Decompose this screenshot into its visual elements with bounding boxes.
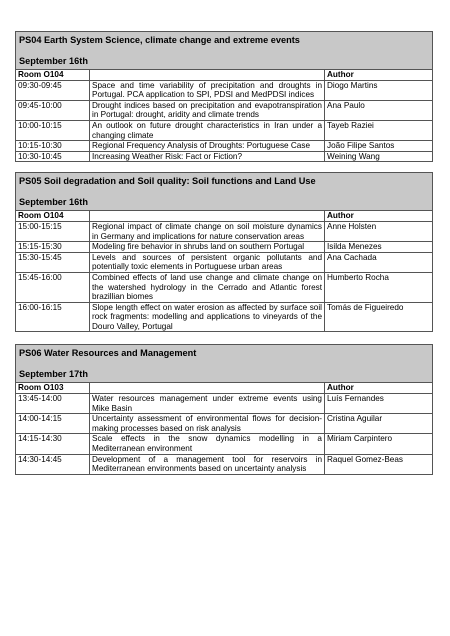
talk-time: 15:30-15:45 bbox=[16, 252, 90, 272]
table-header-row bbox=[16, 70, 433, 81]
talk-author: Isilda Menezes bbox=[325, 242, 433, 253]
talk-title: Uncertainty assessment of environmental flows for decision-making processes based on risk analysis bbox=[90, 414, 325, 434]
title-header bbox=[90, 70, 325, 81]
table-row bbox=[16, 221, 433, 241]
talk-author: Humberto Rocha bbox=[325, 272, 433, 302]
table-row bbox=[16, 454, 433, 474]
title-header bbox=[90, 211, 325, 222]
table-row bbox=[16, 100, 433, 120]
talk-author: Tomás de Figueiredo bbox=[325, 302, 433, 332]
talk-time: 14:00-14:15 bbox=[16, 414, 90, 434]
talk-author: Anne Holsten bbox=[325, 221, 433, 241]
table-row bbox=[16, 252, 433, 272]
session-table bbox=[15, 69, 433, 162]
talk-time: 09:30-09:45 bbox=[16, 80, 90, 100]
talk-time: 10:00-10:15 bbox=[16, 120, 90, 140]
talk-time: 15:45-16:00 bbox=[16, 272, 90, 302]
talk-time: 14:30-14:45 bbox=[16, 454, 90, 474]
talk-title: Slope length effect on water erosion as affected by surface soil rock fragments: modelling and applications to vineyards of the Douro Valley, Portugal bbox=[90, 302, 325, 332]
talk-time: 09:45-10:00 bbox=[16, 100, 90, 120]
session-date: September 16th bbox=[19, 197, 88, 208]
talk-author: Miriam Carpintero bbox=[325, 434, 433, 454]
talk-title: Modeling fire behavior in shrubs land on southern Portugal bbox=[90, 242, 325, 253]
session-header bbox=[15, 172, 433, 210]
talk-time: 14:15-14:30 bbox=[16, 434, 90, 454]
session-table bbox=[15, 382, 433, 474]
table-row bbox=[16, 151, 433, 162]
session-title: PS04 Earth System Science, climate change and extreme events bbox=[19, 35, 300, 45]
session-ps05 bbox=[15, 172, 433, 332]
session-table bbox=[15, 210, 433, 332]
room-header: Room O104 bbox=[16, 211, 90, 222]
table-row bbox=[16, 242, 433, 253]
talk-time: 15:00-15:15 bbox=[16, 221, 90, 241]
author-header: Author bbox=[325, 211, 433, 222]
author-header: Author bbox=[325, 70, 433, 81]
session-title: PS05 Soil degradation and Soil quality: Soil functions and Land Use bbox=[19, 176, 316, 187]
talk-title: Development of a management tool for reservoirs in Mediterranean environments based on uncertainty analysis bbox=[90, 454, 325, 474]
session-ps06 bbox=[15, 344, 433, 474]
session-date: September 17th bbox=[19, 369, 88, 380]
talk-author: Cristina Aguilar bbox=[325, 414, 433, 434]
table-row bbox=[16, 120, 433, 140]
table-row bbox=[16, 272, 433, 302]
room-header: Room O104 bbox=[16, 70, 90, 81]
room-header: Room O103 bbox=[16, 383, 90, 394]
table-row bbox=[16, 141, 433, 152]
table-row bbox=[16, 80, 433, 100]
talk-author: Ana Paulo bbox=[325, 100, 433, 120]
session-header bbox=[15, 31, 433, 69]
session-header bbox=[15, 344, 433, 382]
talk-author: Luís Fernandes bbox=[325, 394, 433, 414]
talk-author: João Filipe Santos bbox=[325, 141, 433, 152]
talk-title: Increasing Weather Risk: Fact or Fiction? bbox=[90, 151, 325, 162]
session-title: PS06 Water Resources and Management bbox=[19, 348, 197, 359]
author-header: Author bbox=[325, 383, 433, 394]
talk-time: 15:15-15:30 bbox=[16, 242, 90, 253]
session-ps04 bbox=[15, 31, 433, 162]
talk-time: 16:00-16:15 bbox=[16, 302, 90, 332]
session-date: September 16th bbox=[19, 56, 88, 66]
table-header-row bbox=[16, 383, 433, 394]
talk-title: Space and time variability of precipitation and droughts in Portugal. PCA application to SPI, PDSI and MedPDSI indices bbox=[90, 80, 325, 100]
talk-author: Weining Wang bbox=[325, 151, 433, 162]
talk-time: 10:15-10:30 bbox=[16, 141, 90, 152]
table-row bbox=[16, 434, 433, 454]
talk-title: Regional impact of climate change on soil moisture dynamics in Germany and implications for nature conservation areas bbox=[90, 221, 325, 241]
talk-title: Scale effects in the snow dynamics modelling in a Mediterranean environment bbox=[90, 434, 325, 454]
talk-title: Drought indices based on precipitation and evapotranspiration in Portugal: drought, aridity and climate trends bbox=[90, 100, 325, 120]
table-row bbox=[16, 414, 433, 434]
talk-author: Raquel Gomez-Beas bbox=[325, 454, 433, 474]
talk-author: Tayeb Raziei bbox=[325, 120, 433, 140]
talk-title: Regional Frequency Analysis of Droughts: Portuguese Case bbox=[90, 141, 325, 152]
talk-title: Levels and sources of persistent organic pollutants and potentially toxic elements in Portuguese urban areas bbox=[90, 252, 325, 272]
table-row bbox=[16, 302, 433, 332]
title-header bbox=[90, 383, 325, 394]
talk-author: Ana Cachada bbox=[325, 252, 433, 272]
talk-title: Water resources management under extreme events using Mike Basin bbox=[90, 394, 325, 414]
talk-time: 10:30-10:45 bbox=[16, 151, 90, 162]
session-list bbox=[15, 31, 433, 485]
talk-author: Diogo Martins bbox=[325, 80, 433, 100]
table-header-row bbox=[16, 211, 433, 222]
talk-title: An outlook on future drought characteristics in Iran under a changing climate bbox=[90, 120, 325, 140]
talk-title: Combined effects of land use change and climate change on the watershed hydrology in the Cerrado and Atlantic forest brazillian biomes bbox=[90, 272, 325, 302]
talk-time: 13:45-14:00 bbox=[16, 394, 90, 414]
table-row bbox=[16, 394, 433, 414]
